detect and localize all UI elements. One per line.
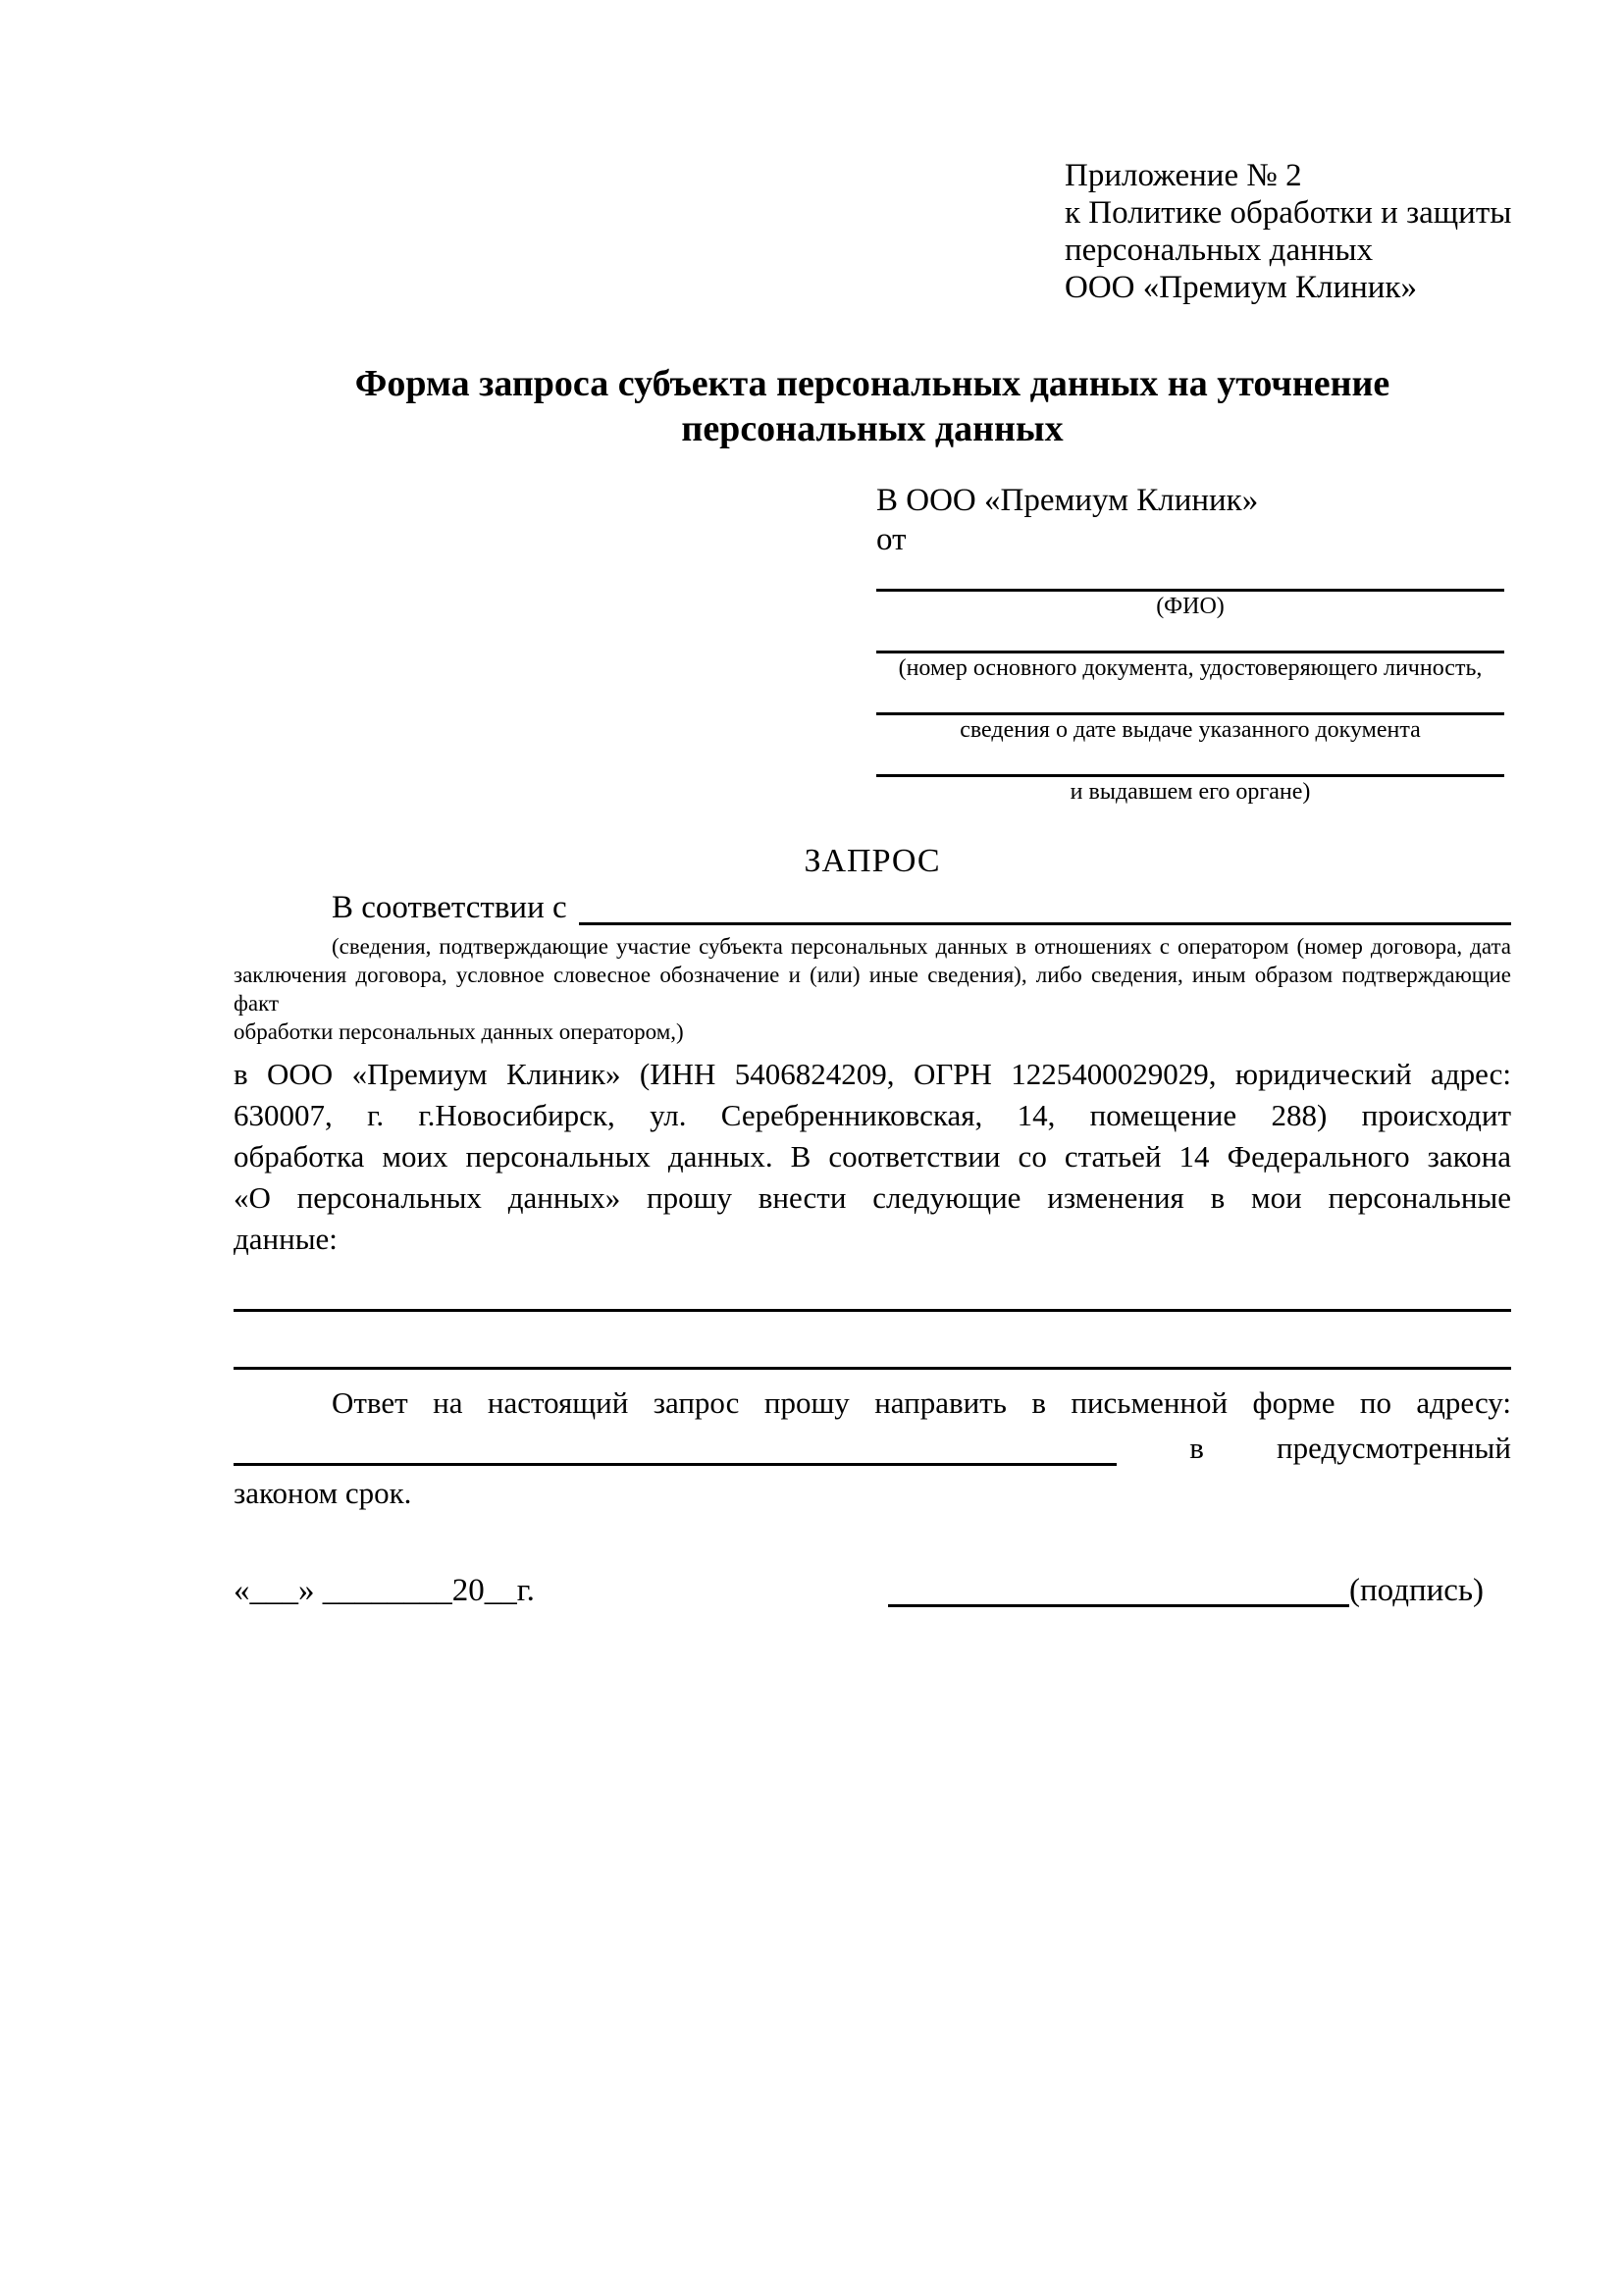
form-title-line: Форма запроса субъекта персональных данных на уточнение <box>354 363 1390 404</box>
form-title <box>234 361 1511 451</box>
document-number-blank-line <box>876 621 1504 653</box>
address-blank-line <box>234 1463 1117 1466</box>
addressee-to: В ООО «Премиум Клиник» <box>876 483 1259 518</box>
signature-area <box>888 1569 1484 1612</box>
appendix-line: персональных данных <box>1065 233 1374 268</box>
appendix-block <box>1065 157 1511 306</box>
answer-line-2 <box>234 1425 1511 1472</box>
note-line: обработки персональных данных оператором,) <box>234 1019 684 1044</box>
answer-line-3: законом срок. <box>234 1476 412 1510</box>
issue-date-caption: сведения о дате выдаче указанного документа <box>960 717 1421 743</box>
body-paragraph <box>234 1054 1511 1260</box>
signature-blank-line <box>888 1573 1349 1607</box>
body-line: данные: <box>234 1222 338 1256</box>
changes-blank-line-1 <box>234 1260 1511 1312</box>
issue-date-blank-line <box>876 683 1504 715</box>
date-template: «___» ________20__г. <box>234 1573 535 1608</box>
accordance-blank-line <box>579 922 1511 925</box>
form-title-line: персональных данных <box>681 408 1064 449</box>
fio-blank-line <box>876 559 1504 592</box>
appendix-line: ООО «Премиум Клиник» <box>1065 270 1417 305</box>
body-line: в ООО «Премиум Клиник» (ИНН 5406824209, ОГРН 1225400029029, юридический адрес: <box>234 1057 1511 1091</box>
request-heading: ЗАПРОС <box>804 843 941 879</box>
answer-line-1: Ответ на настоящий запрос прошу направить в письменной форме по адресу: <box>332 1385 1511 1420</box>
changes-blank-line-2 <box>234 1312 1511 1370</box>
appendix-line: к Политике обработки и защиты <box>1065 195 1512 231</box>
body-line: обработка моих персональных данных. В соответствии со статьей 14 Федерального закона <box>234 1139 1511 1174</box>
addressee-from-label: от <box>876 522 907 557</box>
accordance-row <box>234 885 1511 930</box>
note-line: (сведения, подтверждающие участие субъекта персональных данных в отношениях с оператором (номер договора, дата <box>332 934 1511 959</box>
appendix-line: Приложение № 2 <box>1065 158 1302 193</box>
note-line: заключения договора, условное словесное обозначение и (или) иные сведения), либо сведения, иным образом подтверждающие факт <box>234 963 1511 1016</box>
signature-caption: (подпись) <box>1349 1573 1484 1608</box>
signature-row <box>234 1569 1511 1612</box>
answer-word-in: в <box>1189 1431 1204 1465</box>
accordance-prefix: В соответствии с <box>332 890 567 925</box>
body-line: 630007, г. г.Новосибирск, ул. Серебренниковская, 14, помещение 288) происходит <box>234 1098 1511 1132</box>
issuing-authority-caption: и выдавшем его органе) <box>1070 779 1311 805</box>
answer-word-term: предусмотренный <box>1277 1431 1511 1465</box>
addressee-block <box>876 481 1504 807</box>
accordance-note <box>234 932 1511 1046</box>
body-line: «О персональных данных» прошу внести следующие изменения в мои персональные <box>234 1180 1511 1215</box>
document-number-caption: (номер основного документа, удостоверяющего личность, <box>898 655 1483 681</box>
fio-caption: (ФИО) <box>1156 594 1225 619</box>
issuing-authority-blank-line <box>876 745 1504 777</box>
